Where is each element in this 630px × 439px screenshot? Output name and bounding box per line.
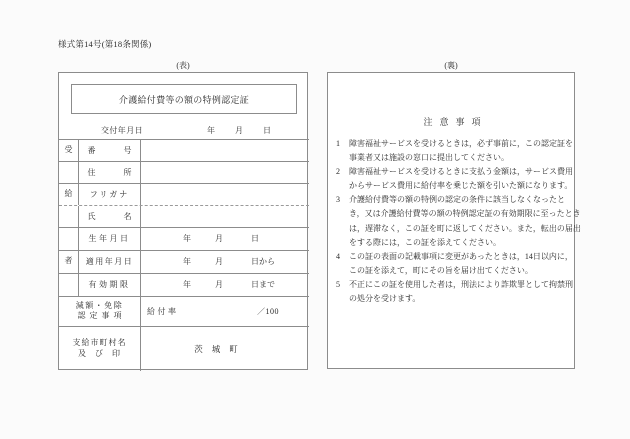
recipient-spine-filler [59, 162, 79, 183]
issue-date-label: 交付年月日 [101, 126, 143, 135]
certificate-back-panel [327, 72, 581, 369]
apply-date-day: 日から [251, 257, 275, 267]
back-page-caption: (裏) [444, 61, 458, 70]
note-line: は，遅滞なく，この証を町に返してください。また，転出の届出 [349, 223, 581, 233]
note-text [349, 137, 573, 165]
note-line: の処分を受けます。 [349, 294, 421, 304]
row-label-address [79, 162, 141, 183]
row-label-address-c2: 所 [123, 168, 132, 177]
note-line: この証を添えて，町にその旨を届け出てください。 [349, 265, 533, 275]
row-label-expiry-date [79, 274, 141, 296]
rate-label: 給付率 [147, 306, 179, 316]
issue-date-fields [207, 125, 289, 136]
row-label-reduction-line1: 減額・免除 [75, 300, 124, 310]
spine-char-3: 者 [64, 256, 73, 266]
form-number: 様式第14号(第18条関係) [58, 39, 152, 49]
apply-date-value[interactable] [141, 251, 309, 273]
row-label-municipality-line2: 及び印 [78, 348, 129, 358]
certificate-title-box [71, 84, 297, 114]
row-label-furigana [79, 184, 141, 205]
note-number: 5 [336, 279, 340, 289]
row-label-name-c2: 名 [123, 211, 132, 221]
row-label-furigana-text: フリガナ [89, 189, 130, 199]
apply-date-month: 月 [215, 257, 223, 267]
address-value[interactable] [141, 162, 309, 183]
note-line: をする際には，この証を添えてください。 [349, 237, 501, 247]
municipality-value-cell[interactable] [141, 327, 309, 371]
note-line: この証の表面の記載事項に変更があったときは，14日以内に， [349, 251, 573, 261]
note-number: 1 [336, 139, 340, 148]
table-row [59, 140, 309, 162]
table-row [59, 274, 309, 297]
note-line: 障害福祉サービスを受けるときに支払う金額は，サービス費用 [349, 167, 573, 177]
table-row [59, 327, 309, 371]
recipient-spine-filler-4 [59, 274, 79, 296]
row-label-name [79, 206, 141, 227]
note-number: 3 [336, 195, 340, 205]
recipient-spine-label [59, 140, 79, 161]
apply-date-year: 年 [183, 257, 191, 267]
number-value[interactable] [141, 140, 309, 161]
reduction-rate-cell[interactable] [141, 297, 309, 326]
issue-date-day: 日 [263, 126, 271, 135]
notes-heading: 注意事項 [423, 117, 488, 127]
note-line: からサービス費用に給付率を乗じた額を引いた額になります。 [349, 181, 573, 191]
note-item [336, 278, 573, 306]
table-row [59, 206, 309, 228]
row-label-reduction [59, 297, 141, 326]
note-number: 4 [336, 251, 340, 261]
row-label-name-c1: 氏 [87, 211, 96, 221]
table-row [59, 297, 309, 327]
name-value[interactable] [141, 206, 309, 227]
table-row [59, 184, 309, 206]
note-line: 介護給付費等の額の特例の認定の条件に該当しなくなったと [349, 195, 565, 205]
expiry-date-year: 年 [183, 280, 191, 290]
row-label-number [79, 140, 141, 161]
row-label-apply-date [79, 251, 141, 273]
issue-date-row [59, 123, 309, 139]
note-line: 障害福祉サービスを受けるときは，必ず事前に，この認定証を [349, 139, 573, 148]
note-item [336, 137, 573, 165]
note-text [349, 165, 573, 193]
birth-date-month: 月 [215, 234, 223, 244]
table-row [59, 162, 309, 184]
note-number: 2 [336, 167, 340, 177]
certificate-front-panel [58, 72, 308, 370]
birth-date-day: 日 [251, 234, 259, 244]
row-label-address-c1: 住 [87, 168, 96, 177]
expiry-date-month: 月 [215, 280, 223, 290]
row-label-reduction-line2: 認定事項 [77, 311, 126, 321]
notes-list [328, 137, 581, 306]
note-line: 不正にこの証を使用した者は，刑法により詐欺罪として拘禁刑 [349, 279, 573, 289]
row-label-birth-date [79, 228, 141, 250]
note-text [349, 250, 573, 278]
recipient-spine-filler-3 [59, 228, 79, 250]
table-row [59, 251, 309, 274]
table-row [59, 228, 309, 251]
recipient-spine-label-3 [59, 251, 79, 273]
rate-value: ／100 [257, 306, 279, 316]
birth-date-year: 年 [183, 234, 191, 244]
spine-char-1: 受 [64, 145, 73, 155]
expiry-date-day: 日まで [251, 280, 275, 290]
recipient-table [59, 139, 309, 371]
note-item [336, 193, 581, 249]
note-item [336, 250, 573, 278]
recipient-spine-filler-2 [59, 206, 79, 227]
note-line: き，又は介護給付費等の額の特例認定証の有効期限に至ったとき [349, 209, 581, 219]
row-label-number-c1: 番 [87, 146, 96, 155]
municipality-name: 茨城町 [194, 343, 247, 354]
row-label-birth-date-text: 生年月日 [88, 234, 131, 244]
row-label-expiry-date-text: 有効期限 [88, 280, 131, 290]
note-text [349, 193, 581, 249]
front-page-caption: (表) [176, 61, 190, 70]
birth-date-value[interactable] [141, 228, 309, 250]
row-label-apply-date-text: 適用年月日 [85, 257, 134, 267]
note-text [349, 278, 573, 306]
row-label-municipality [59, 327, 141, 371]
note-line: 事業者又は施設の窓口に提出してください。 [349, 153, 509, 163]
furigana-value[interactable] [141, 184, 309, 205]
note-item [336, 165, 573, 193]
issue-date-year: 年 [207, 126, 215, 135]
expiry-date-value[interactable] [141, 274, 309, 296]
recipient-spine-label-2 [59, 184, 79, 205]
certificate-title: 介護給付費等の額の特例認定証 [118, 94, 250, 105]
issue-date-month: 月 [235, 126, 243, 135]
row-label-municipality-line1: 支給市町村名 [72, 338, 127, 347]
row-label-number-c2: 号 [123, 146, 132, 155]
spine-char-2: 給 [64, 189, 73, 198]
